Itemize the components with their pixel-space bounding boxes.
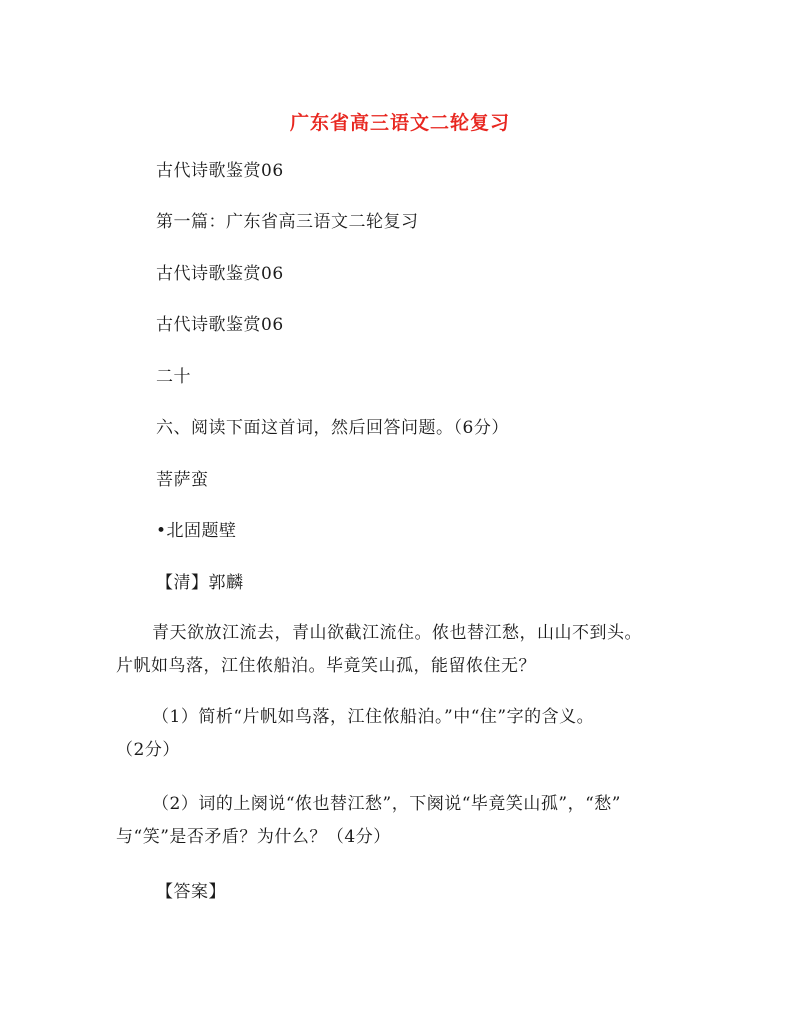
- subtitle-line: 古代诗歌鉴赏06: [156, 315, 284, 335]
- question-1-points: （2分）: [116, 740, 180, 760]
- poem-line: 青天欲放江流去，青山欲截江流住。侬也替江愁，山山不到头。: [152, 623, 642, 643]
- answer-label: 【答案】: [156, 882, 226, 902]
- question-1: [116, 701, 696, 767]
- poem-author: 【清】郭麟: [156, 573, 244, 593]
- question-instruction: 六、阅读下面这首词，然后回答问题。（6分）: [156, 418, 509, 438]
- poem-line: 片帆如鸟落，江住侬船泊。毕竟笑山孤，能留侬住无？: [116, 656, 536, 676]
- document-title: 广东省高三语文二轮复习: [289, 112, 510, 134]
- question-number: 二十: [156, 367, 191, 387]
- poem-subtitle: •北固题壁: [156, 521, 237, 541]
- question-1-text: （1）简析“片帆如鸟落，江住侬船泊。”中“住”字的含义。: [152, 707, 595, 727]
- question-2-text: 与“笑”是否矛盾？为什么？（4分）: [116, 827, 391, 847]
- section-heading: 第一篇：广东省高三语文二轮复习: [156, 212, 419, 232]
- subtitle-line: 古代诗歌鉴赏06: [156, 161, 284, 181]
- poem-title: 菩萨蛮: [156, 470, 209, 490]
- question-2-text: （2）词的上阕说“侬也替江愁”，下阕说“毕竟笑山孤”，“愁”: [152, 794, 621, 814]
- question-2: [116, 788, 696, 854]
- poem-text: [116, 617, 696, 683]
- subtitle-line: 古代诗歌鉴赏06: [156, 264, 284, 284]
